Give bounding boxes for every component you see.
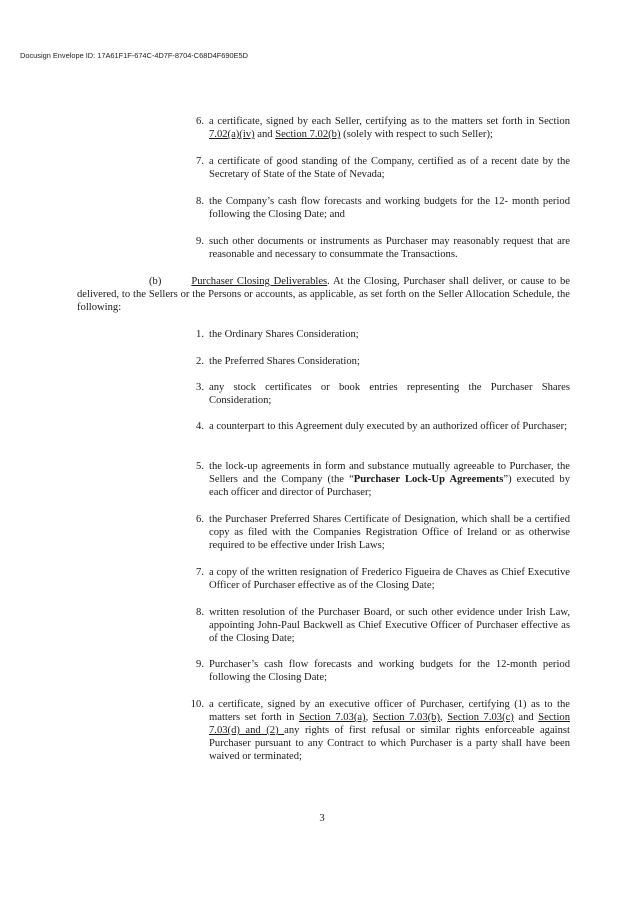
item-text: [209, 658, 570, 684]
item-text: [209, 195, 570, 221]
text-run: a certificate, signed by each Seller, certifying as to the matters set forth in Section: [209, 116, 570, 127]
list-item: [188, 566, 570, 592]
item-number: 9.: [196, 236, 204, 247]
item-number: 2.: [196, 356, 204, 367]
section-b-heading: Purchaser Closing Deliverables: [191, 276, 328, 287]
list-item: [188, 381, 570, 407]
item-number: 3.: [196, 382, 204, 393]
section-b-body: . At the Closing, Purchaser shall deliver, or cause to be delivered, to the Sellers or the Persons or accounts, as applicable, as set forth on the Seller Allocation Schedule, the following:: [77, 276, 570, 313]
defined-term: Purchaser Lock-Up Agreements: [353, 474, 504, 485]
page-number: 3: [319, 813, 325, 824]
list-item: [188, 698, 570, 763]
item-number: 8.: [196, 196, 204, 207]
section-reference: Section 7.03(d) and (2): [209, 712, 571, 736]
text-run: such other documents or instruments as Purchaser may reasonably request that are reasonable and necessary to consummate the Transactions.: [209, 236, 570, 260]
text-run: a certificate of good standing of the Company, certified as of a recent date by the Secretary of State of the State of Nevada;: [209, 156, 570, 180]
item-number: 4.: [196, 421, 204, 432]
item-text: [209, 381, 570, 407]
envelope-id: Docusign Envelope ID: 17A61F1F-674C-4D7F-8704-C68D4F690E5D: [20, 51, 248, 60]
text-run: any rights of first refusal or similar rights enforceable against Purchaser pursuant to any Contract to which Purchaser is a party shall have been waived or terminated;: [209, 725, 570, 762]
section-reference: Section 7.03(a): [298, 712, 366, 723]
item-number: 8.: [196, 607, 204, 618]
list-item: [188, 355, 570, 368]
text-run: a certificate, signed by an executive officer of Purchaser, certifying (1) as to the matters set forth in: [209, 699, 570, 723]
section-reference: Section 7.03(c): [447, 712, 514, 723]
item-text: [209, 115, 570, 141]
item-number: 6.: [196, 514, 204, 525]
list-item: [188, 606, 570, 645]
section-reference: Section 7.03(b): [372, 712, 441, 723]
item-number: 7.: [196, 567, 204, 578]
text-run: ,: [440, 712, 448, 723]
list-item: [188, 195, 570, 221]
text-run: the Company’s cash flow forecasts and working budgets for the 12- month period following the Closing Date; and: [209, 196, 570, 220]
list-item: [188, 115, 570, 141]
section-b-label: (b): [149, 276, 162, 287]
list-item: [188, 460, 570, 499]
text-run: a copy of the written resignation of Frederico Figueira de Chaves as Chief Executive Officer of Purchaser effective as of the Closing Date;: [209, 567, 570, 591]
text-run: and: [513, 712, 539, 723]
text-run: Purchaser’s cash flow forecasts and working budgets for the 12-month period following the Closing Date;: [209, 659, 570, 683]
section-b-paragraph: [77, 275, 570, 314]
list-item: [188, 328, 570, 341]
text-run: any stock certificates or book entries representing the Purchaser Shares Consideration;: [209, 382, 570, 406]
list-item: [188, 420, 570, 433]
item-text: [209, 420, 570, 433]
item-number: 9.: [196, 659, 204, 670]
section-reference: Section 7.02(b): [275, 129, 341, 140]
text-run: the Preferred Shares Consideration;: [209, 356, 360, 367]
item-text: [209, 355, 570, 368]
text-run: the lock-up agreements in form and substance mutually agreeable to Purchaser, the Sellers and the Company (the “: [209, 461, 570, 485]
item-number: 1.: [196, 329, 204, 340]
item-text: [209, 606, 570, 645]
text-run: the Purchaser Preferred Shares Certificate of Designation, which shall be a certified copy as filed with the Companies Registration Office of Ireland or as otherwise required to be effective under Irish Laws;: [209, 514, 570, 551]
list-item: [188, 513, 570, 552]
item-number: 6.: [196, 116, 204, 127]
item-number: 5.: [196, 461, 204, 472]
item-text: [209, 235, 570, 261]
text-run: (solely with respect to such Seller);: [340, 129, 493, 140]
item-text: [209, 328, 570, 341]
item-text: [209, 155, 570, 181]
item-text: [209, 566, 570, 592]
list-item: [188, 155, 570, 181]
item-number: 7.: [196, 156, 204, 167]
text-run: ”) executed by each officer and director of Purchaser;: [209, 474, 570, 498]
list-item: [188, 658, 570, 684]
text-run: a counterpart to this Agreement duly executed by an authorized officer of Purchaser;: [209, 421, 568, 432]
item-number: 10.: [190, 699, 204, 710]
text-run: ,: [365, 712, 373, 723]
list-item: [188, 235, 570, 261]
item-text: [209, 513, 570, 552]
section-reference: 7.02(a)(iv): [209, 129, 255, 140]
item-text: [209, 698, 570, 763]
text-run: the Ordinary Shares Consideration;: [209, 329, 359, 340]
text-run: and: [254, 129, 276, 140]
item-text: [209, 460, 570, 499]
text-run: written resolution of the Purchaser Board, or such other evidence under Irish Law, appointing John-Paul Backwell as Chief Executive Officer of Purchaser effective as of the Closing Date;: [209, 607, 570, 644]
